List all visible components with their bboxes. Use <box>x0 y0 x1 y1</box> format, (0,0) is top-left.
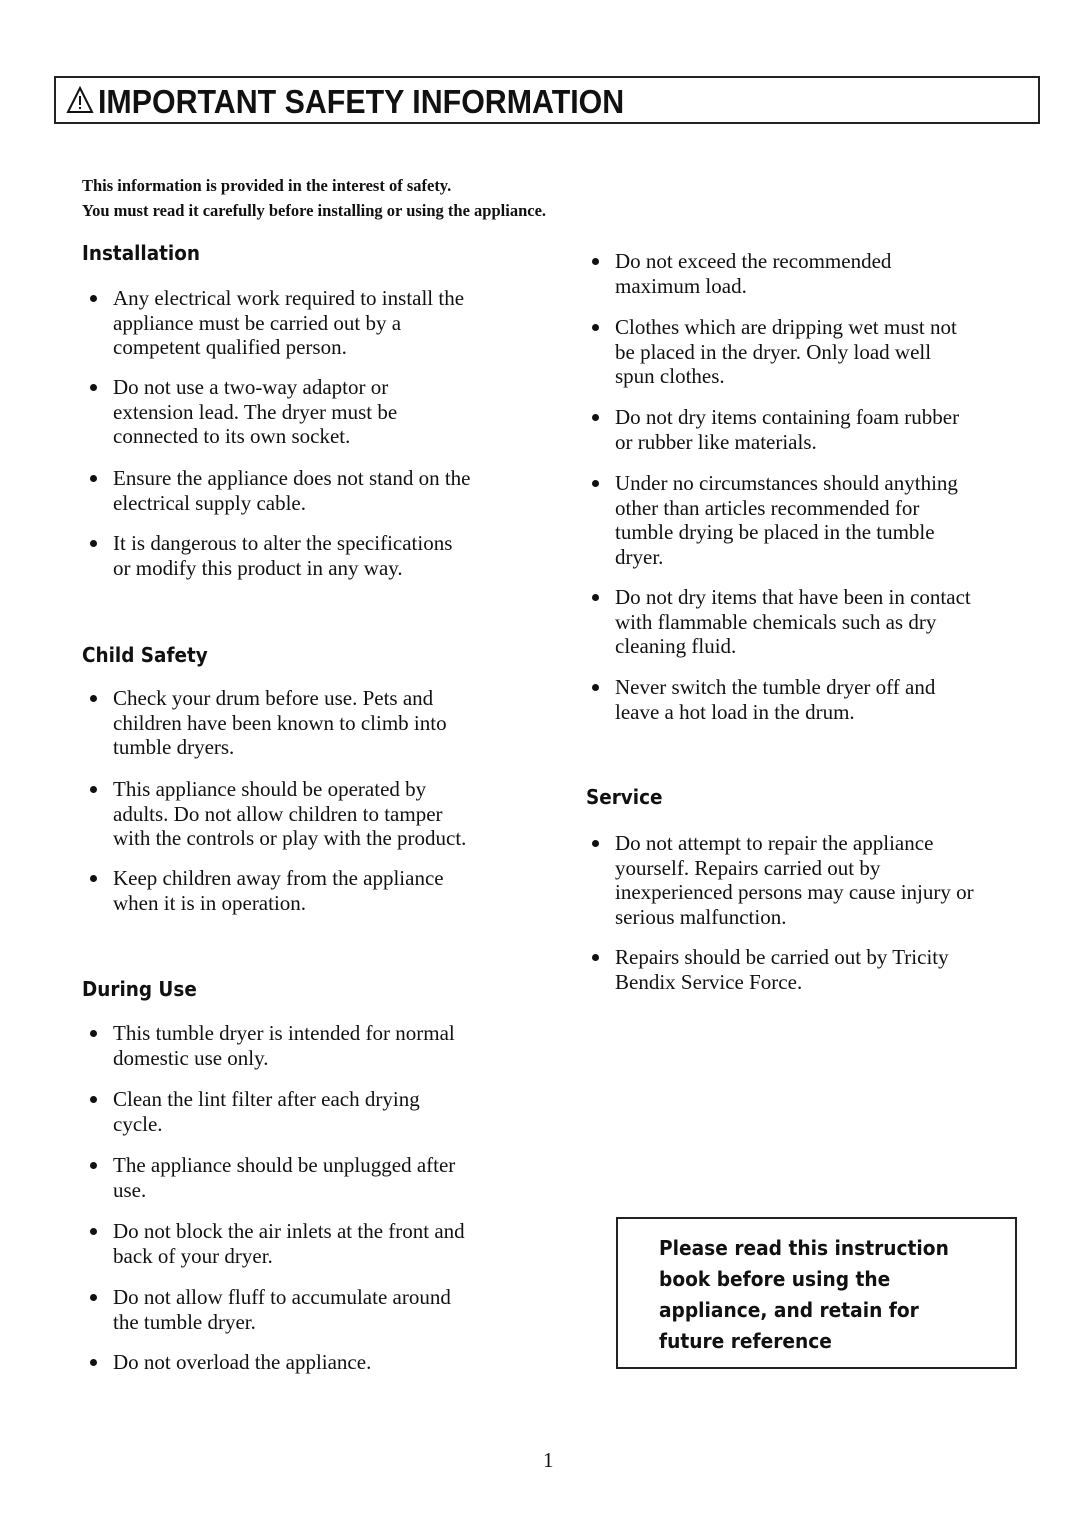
bullet-icon <box>90 1294 97 1301</box>
page-title: IMPORTANT SAFETY INFORMATION <box>98 83 625 120</box>
heading-service: Service <box>586 785 663 809</box>
bullet-icon <box>592 258 599 265</box>
list-item: The appliance should be unplugged after use. <box>113 1153 456 1202</box>
list-item: Do not block the air inlets at the front and back of your dryer. <box>113 1219 465 1268</box>
page-number: 1 <box>543 1448 554 1472</box>
list-item: This tumble dryer is intended for normal domestic use only. <box>113 1021 455 1070</box>
list-item: This appliance should be operated by adults. Do not allow children to tamper with the controls or play with the product. <box>113 777 467 850</box>
heading-installation: Installation <box>82 241 200 265</box>
list-item: Do not use a two-way adaptor or extension lead. The dryer must be connected to its own socket. <box>113 375 398 448</box>
list-item: Never switch the tumble dryer off and leave a hot load in the drum. <box>615 675 936 724</box>
list-item: Do not dry items that have been in contact with flammable chemicals such as dry cleaning fluid. <box>615 585 971 658</box>
bullet-icon <box>592 414 599 421</box>
list-item: Clean the lint filter after each drying cycle. <box>113 1087 420 1136</box>
list-item: Do not dry items containing foam rubber or rubber like materials. <box>615 405 960 454</box>
list-item: Check your drum before use. Pets and children have been known to climb into tumble dryers. <box>113 686 447 759</box>
bullet-icon <box>90 1096 97 1103</box>
bullet-icon <box>592 684 599 691</box>
heading-child-safety: Child Safety <box>82 643 208 667</box>
list-item: Do not allow fluff to accumulate around the tumble dryer. <box>113 1285 451 1334</box>
list-item: Do not overload the appliance. <box>113 1350 372 1374</box>
list-item: It is dangerous to alter the specifications or modify this product in any way. <box>113 531 453 580</box>
bullet-icon <box>90 695 97 702</box>
heading-during-use: During Use <box>82 977 197 1001</box>
bullet-icon <box>90 295 97 302</box>
bullet-icon <box>90 540 97 547</box>
intro-line: This information is provided in the interest of safety. <box>82 176 452 195</box>
bullet-icon <box>90 786 97 793</box>
list-item: Any electrical work required to install the appliance must be carried out by a competent qualified person. <box>113 286 465 359</box>
bullet-icon <box>592 324 599 331</box>
list-item: Ensure the appliance does not stand on the electrical supply cable. <box>113 466 471 515</box>
bullet-icon <box>90 475 97 482</box>
bullet-icon <box>592 840 599 847</box>
list-item: Do not exceed the recommended maximum load. <box>615 249 892 298</box>
bullet-icon <box>90 1228 97 1235</box>
list-item: Do not attempt to repair the appliance yourself. Repairs carried out by inexperienced persons may cause injury or serious malfunction. <box>615 831 974 929</box>
bullet-icon <box>90 1030 97 1037</box>
bullet-icon <box>90 384 97 391</box>
list-item: Repairs should be carried out by Tricity Bendix Service Force. <box>615 945 949 994</box>
bullet-icon <box>592 480 599 487</box>
bullet-icon <box>90 875 97 882</box>
notice-text: Please read this instruction book before using the appliance, and retain for future reference <box>659 1236 949 1353</box>
title-banner <box>54 76 1040 124</box>
warning-triangle-icon <box>66 86 94 114</box>
list-item: Under no circumstances should anything other than articles recommended for tumble drying be placed in the tumble dryer. <box>615 471 958 569</box>
notice-box <box>616 1217 1017 1369</box>
bullet-icon <box>90 1162 97 1169</box>
bullet-icon <box>592 594 599 601</box>
list-item: Clothes which are dripping wet must not be placed in the dryer. Only load well spun clothes. <box>615 315 957 388</box>
bullet-icon <box>90 1359 97 1366</box>
list-item: Keep children away from the appliance when it is in operation. <box>113 866 444 915</box>
bullet-icon <box>592 954 599 961</box>
intro-line: You must read it carefully before installing or using the appliance. <box>82 201 547 220</box>
